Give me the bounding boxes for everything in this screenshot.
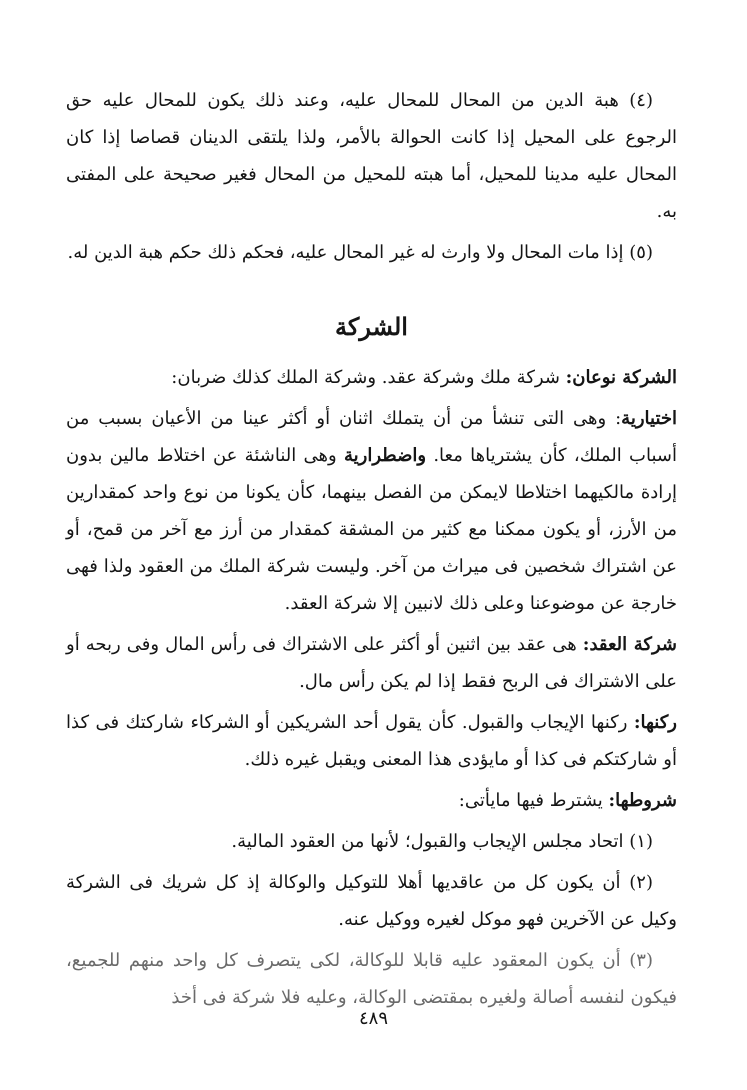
contract-partnership-text: هى عقد بين اثنين أو أكثر على الاشتراك فى رأس المال وفى ربحه أو على الاشتراك فى الربح فقط إذا لم يكن رأس مال. [66, 634, 677, 692]
conditions-paragraph [66, 782, 677, 819]
compulsory-text: وهى الناشئة عن اختلاط مالين بدون إرادة مالكيهما اختلاطا لايمكن من الفصل بينهما، كأن يكونا من نوع واحد كمقدارين من الأرز، أو يكون ممكنا مع كثير من المشقة كمقدار من أرز مع آخر من قمح، أو عن اشتراك شخصين فى ميراث من آخر. وليست شركة الملك من العقود ولذا فهى خارجة عن موضوعنا وعلى ذلك لانبين إلا شركة العقد. [66, 445, 677, 614]
compulsory-term: واضطرارية [344, 445, 427, 466]
partnership-types-text: شركة ملك وشركة عقد. وشركة الملك كذلك ضربان: [171, 367, 566, 388]
ownership-kinds-paragraph [66, 400, 677, 622]
condition-1: (١) اتحاد مجلس الإيجاب والقبول؛ لأنها من العقود المالية. [231, 831, 653, 852]
conditions-text: يشترط فيها مايأتى: [458, 790, 609, 811]
item-5-paragraph: (٥) إذا مات المحال ولا وارث له غير المحال عليه، فحكم ذلك حكم هبة الدين له. [67, 242, 653, 263]
voluntary-text: : وهى التى تنشأ من أن يتملك اثنان أو أكثر عينا من الأعيان بسبب من أسباب الملك، كأن يشترياها معا. [66, 408, 677, 466]
contract-partnership-term: شركة العقد: [582, 634, 677, 655]
pillar-paragraph [66, 704, 677, 778]
section-title: الشركة [335, 312, 408, 341]
page-number: ٤٨٩ [358, 1008, 388, 1029]
conditions-term: شروطها: [608, 790, 677, 811]
voluntary-term: اختيارية [621, 408, 677, 429]
contract-partnership-paragraph [66, 626, 677, 700]
condition-3: (٣) أن يكون المعقود عليه قابلا للوكالة، لكى يتصرف كل واحد منهم للجميع، فيكون لنفسه أصالة ولغيره بمقتضى الوكالة، وعليه فلا شركة فى أخذ [66, 950, 677, 1008]
partnership-types-term: الشركة نوعان: [565, 367, 677, 388]
condition-2: (٢) أن يكون كل من عاقديها أهلا للتوكيل والوكالة إذ كل شريك فى الشركة وكيل عن الآخرين فهو موكل لغيره ووكيل عنه. [66, 872, 677, 930]
pillar-text: ركنها الإيجاب والقبول. كأن يقول أحد الشريكين أو الشركاء شاركتك فى كذا أو شاركتكم فى كذا أو مايؤدى هذا المعنى ويقبل غيره ذلك. [66, 712, 677, 770]
partnership-types-paragraph [66, 359, 677, 396]
item-4-paragraph: (٤) هبة الدين من المحال للمحال عليه، وعند ذلك يكون للمحال عليه حق الرجوع على المحيل إذا كانت الحوالة بالأمر، ولذا يلتقى الدينان قصاصا إذا كان المحال عليه مدينا للمحيل، أما هبته للمحيل من المحال فغير صحيحة على المفتى به. [66, 90, 677, 222]
pillar-term: ركنها: [633, 712, 677, 733]
